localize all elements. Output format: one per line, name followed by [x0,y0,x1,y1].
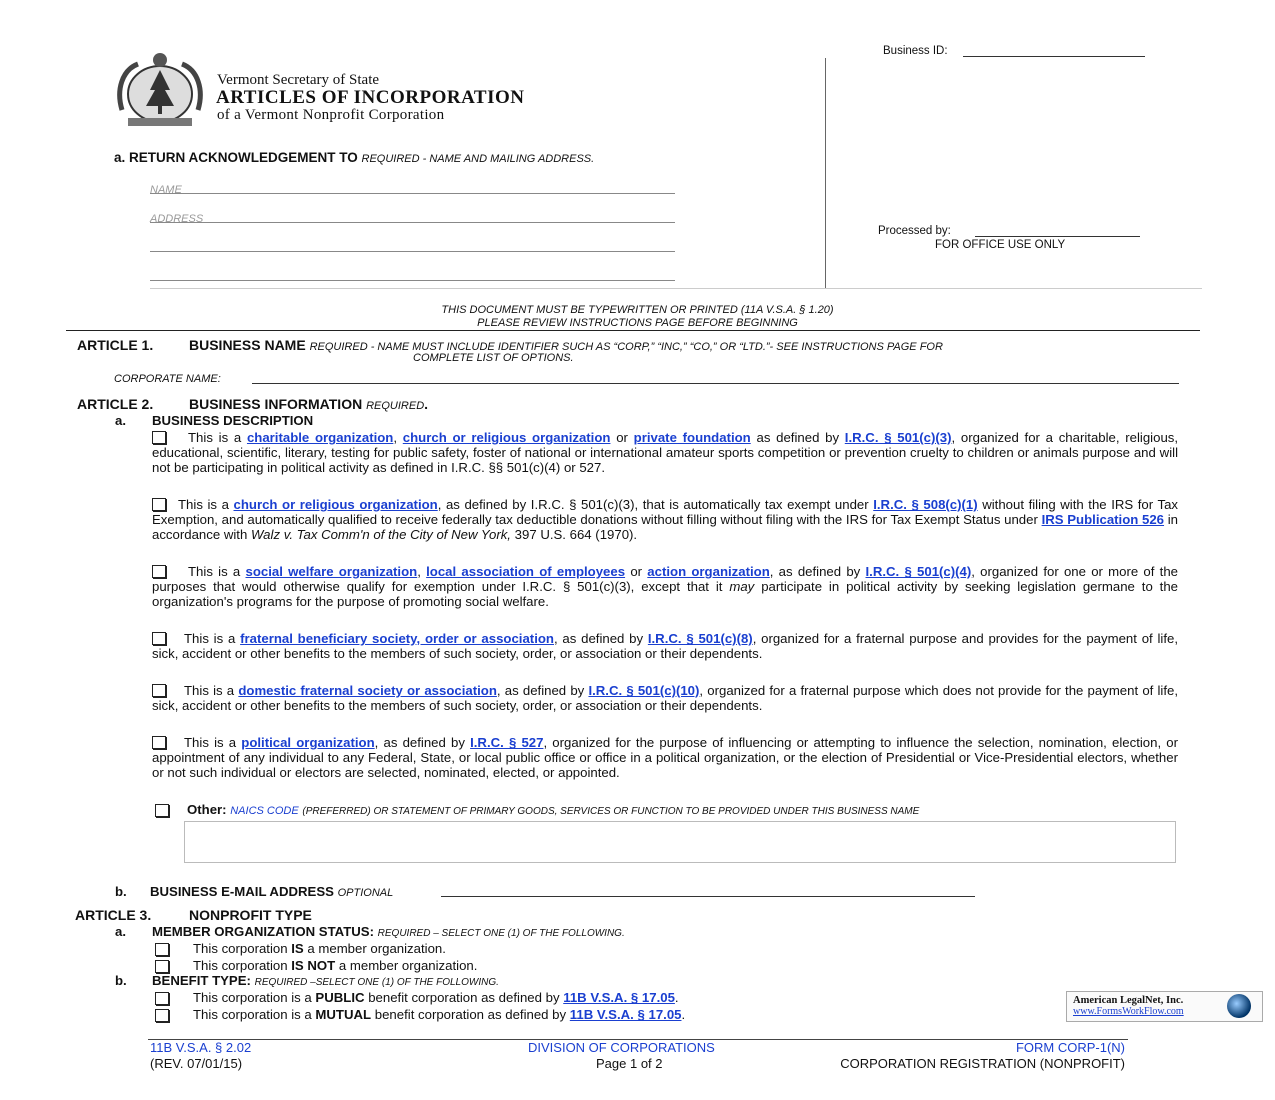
address-line-2[interactable] [150,251,675,252]
badge-url[interactable]: www.FormsWorkFlow.com [1073,1006,1184,1017]
option-527: This is a political organization, as defined by I.R.C. § 527, organized for the purpose of influencing or attempting to influence the selection, nomination, election, or appointment of any individual to any Federal, State, or local public office or office in a political organization, or the election of Presidential or Vice-Presidential electors, whether or not such individual or electors are selected, nominated, elected, or appointed. [152,735,1178,781]
link-irc-527[interactable]: I.R.C. § 527 [470,735,544,750]
benefit-public-option: This corporation is a PUBLIC benefit corporation as defined by 11B V.S.A. § 17.05. [155,990,679,1005]
office-name: Vermont Secretary of State [217,72,380,88]
link-fraternal-beneficiary[interactable]: fraternal beneficiary society, order or association [240,631,554,646]
option-501c8: This is a fraternal beneficiary society, order or association, as defined by I.R.C. § 501(c)(8), organized for a fraternal purpose and provides for the payment of life, sick, accident or other benefits to the members of such society, order, or association or their dependents. [152,631,1178,662]
article-3a-letter: a. [115,924,126,939]
link-local-association[interactable]: local association of employees [426,564,626,579]
form-title: ARTICLES OF INCORPORATION [216,87,525,108]
business-id-field[interactable] [963,56,1145,57]
other-description-box[interactable] [184,821,1176,863]
option-501c4: This is a social welfare organization, local association of employees or action organization, as defined by I.R.C. § 501(c)(4), organized for one or more of the purposes that would otherwise qualify for exemption under I.R.C. § 501(c)(3), except that it may participate in political activity by seeking legislation germane to the organization's programs for the purpose of promoting social welfare. [152,564,1179,610]
link-social-welfare[interactable]: social welfare organization [245,564,418,579]
option-501c10-checkbox[interactable] [152,684,166,697]
footer-registration: CORPORATION REGISTRATION (NONPROFIT) [840,1056,1125,1071]
link-irc-501c10[interactable]: I.R.C. § 501(c)(10) [588,683,700,698]
link-irs-pub-526[interactable]: IRS Publication 526 [1041,512,1165,528]
link-action-organization[interactable]: action organization [647,564,770,579]
corporate-name-label: CORPORATE NAME: [114,373,221,385]
name-placeholder: NAME [150,184,182,196]
benefit-type-label: BENEFIT TYPE: REQUIRED –SELECT ONE (1) OF THE FOLLOWING. [152,973,499,988]
vermont-seal [112,50,208,128]
link-private-foundation[interactable]: private foundation [633,430,751,445]
link-domestic-fraternal[interactable]: domestic fraternal society or association [238,683,497,698]
address-placeholder: ADDRESS [150,213,204,225]
member-is-checkbox[interactable] [155,943,169,956]
address-line-3[interactable] [150,280,675,281]
footer-revision: (REV. 07/01/15) [150,1056,243,1071]
option-501c10: This is a domestic fraternal society or association, as defined by I.R.C. § 501(c)(10), organized for a fraternal purpose which does not provide for the payment of life, sick, accident or other benefits to the members of such society, order, or association or their dependents. [152,683,1179,714]
badge-name: American LegalNet, Inc. [1073,995,1184,1006]
link-11b-vsa-mutual[interactable]: 11B V.S.A. § 17.05 [569,1007,682,1022]
corporate-name-field[interactable] [252,383,1179,384]
link-irc-501c4[interactable]: I.R.C. § 501(c)(4) [865,564,972,579]
option-508c1: This is a church or religious organization, as defined by I.R.C. § 501(c)(3), that is automatically tax exempt under I.R.C. § 508(c)(1) without filing with the IRS for Tax Exemption, and automatically qualified to receive federally tax deductible donations without filling without filing with the IRS for Tax Exempt Status under IRS Publication 526 in accordance with Walz v. Tax Comm'n of the City of New York, 397 U.S. 664 (1970). [152,497,1178,543]
business-id-label: Business ID: [883,45,948,57]
business-description-label: BUSINESS DESCRIPTION [152,413,314,428]
return-ack-label: a. RETURN ACKNOWLEDGEMENT TO REQUIRED - NAME AND MAILING ADDRESS. [114,150,595,165]
member-isnot-option: This corporation IS NOT a member organization. [155,958,477,973]
option-other-label: Other: NAICS CODE (PREFERRED) OR STATEMENT OF PRIMARY GOODS, SERVICES OR FUNCTION TO BE PROVIDED UNDER THIS BUSINESS NAME [187,802,920,817]
member-isnot-checkbox[interactable] [155,960,169,973]
benefit-mutual-checkbox[interactable] [155,1009,169,1022]
typewritten-notice: THIS DOCUMENT MUST BE TYPEWRITTEN OR PRINTED (11A V.S.A. § 1.20) PLEASE REVIEW INSTRUCTIONS PAGE BEFORE BEGINNING [441,304,834,329]
option-501c8-checkbox[interactable] [152,632,166,645]
address-field[interactable] [150,209,675,223]
option-527-checkbox[interactable] [152,736,166,749]
article-2b-letter: b. [115,884,127,899]
footer-statute: 11B V.S.A. § 2.02 [150,1040,252,1055]
link-church-religious-2[interactable]: church or religious organization [233,497,438,512]
option-other-checkbox[interactable] [155,802,169,820]
footer-form: FORM CORP-1(N) [1015,1040,1125,1055]
option-508c1-checkbox[interactable] [152,498,166,511]
link-irc-501c8[interactable]: I.R.C. § 501(c)(8) [647,631,753,646]
link-irc-508c1[interactable]: I.R.C. § 508(c)(1) [873,497,978,512]
link-political-organization[interactable]: political organization [241,735,375,750]
article-2-heading: ARTICLE 2. BUSINESS INFORMATION REQUIRED. [77,396,429,412]
link-charitable-organization[interactable]: charitable organization [246,430,394,445]
name-field[interactable] [150,180,675,194]
footer-page-number: Page 1 of 2 [596,1056,663,1071]
option-501c3-checkbox[interactable] [152,431,166,444]
processed-by-label: Processed by: [878,225,951,237]
business-email-label: BUSINESS E-MAIL ADDRESS OPTIONAL [150,884,394,899]
benefit-mutual-option: This corporation is a MUTUAL benefit corporation as defined by 11B V.S.A. § 17.05. [155,1007,685,1022]
link-11b-vsa-public[interactable]: 11B V.S.A. § 17.05 [563,990,675,1005]
legalnet-badge[interactable] [1066,991,1263,1022]
article-3-heading: ARTICLE 3. NONPROFIT TYPE [75,907,312,923]
link-church-religious[interactable]: church or religious organization [402,430,611,445]
article-1-req-cont: COMPLETE LIST OF OPTIONS. [413,352,574,364]
link-irc-501c3[interactable]: I.R.C. § 501(c)(3) [844,430,952,445]
footer-division: DIVISION OF CORPORATIONS [528,1040,715,1055]
option-501c4-checkbox[interactable] [152,565,166,578]
article-1-heading: ARTICLE 1. BUSINESS NAME REQUIRED - NAME MUST INCLUDE IDENTIFIER SUCH AS “CORP,” “INC,” “CO,” OR “LTD.”- SEE INSTRUCTIONS PAGE FOR [77,337,943,353]
office-divider [825,58,826,288]
processed-by-field [975,236,1140,237]
member-is-option: This corporation IS a member organization. [155,941,446,956]
option-501c3: This is a charitable organization, church or religious organization or private foundation as defined by I.R.C. § 501(c)(3), organized for a charitable, religious, educational, scientific, literary, testing for public safety, foster of national or international amateur sports competition or prevention cruelty to children or animals purpose and will not be participating in political activity as defined in I.R.C. §§ 501(c)(4) or 527. [152,430,1179,476]
article-2a-letter: a. [115,413,126,428]
office-use-label: FOR OFFICE USE ONLY [935,239,1066,251]
header-rule [150,288,1202,289]
benefit-public-checkbox[interactable] [155,992,169,1005]
naics-code-label: NAICS CODE [230,805,299,817]
form-subtitle: of a Vermont Nonprofit Corporation [217,107,445,123]
member-status-label: MEMBER ORGANIZATION STATUS: REQUIRED – SELECT ONE (1) OF THE FOLLOWING. [152,924,625,939]
article-3b-letter: b. [115,973,127,988]
notice-rule [66,330,1200,331]
business-email-field[interactable] [441,896,975,897]
globe-icon [1227,994,1251,1018]
